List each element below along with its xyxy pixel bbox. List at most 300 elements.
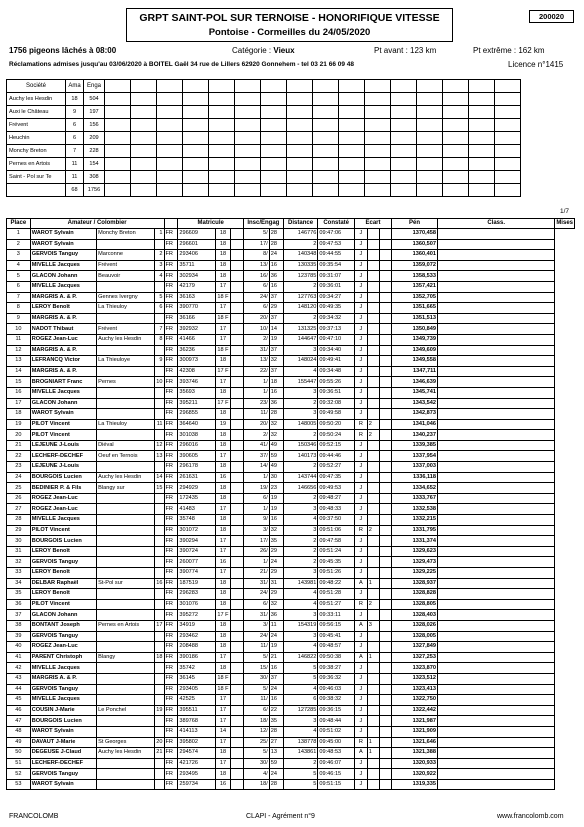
societies-empty-cell [209, 184, 235, 197]
result-cell: 2 [367, 419, 380, 430]
result-cell: LEROY Benoît [30, 303, 96, 314]
result-cell [97, 493, 154, 504]
result-cell: LEJEUNE J-Louis [30, 462, 96, 473]
result-cell: 293406 [178, 250, 215, 261]
result-cell: J [354, 239, 367, 250]
result-cell [438, 462, 555, 473]
societies-empty-cell [157, 132, 183, 145]
result-cell [367, 557, 380, 568]
result-row [7, 260, 575, 271]
result-cell: BROGNIART Franc [30, 377, 96, 388]
result-cell [231, 748, 244, 759]
result-cell: 47 [7, 716, 31, 727]
society-cell: Auchy les Hesdin [7, 93, 66, 106]
societies-empty-cell [391, 80, 417, 93]
result-cell: J [354, 546, 367, 557]
result-cell [380, 599, 392, 610]
result-cell: FR [164, 716, 178, 727]
societies-empty-cell [131, 80, 157, 93]
result-cell: 24 [269, 684, 283, 695]
result-cell: 18 [215, 271, 231, 282]
result-cell [367, 515, 380, 526]
result-cell: J [354, 673, 367, 684]
result-cell: 421726 [178, 758, 215, 769]
result-cell: 1329,225 [392, 568, 438, 579]
result-cell [380, 578, 392, 589]
societies-empty-cell [183, 119, 209, 132]
result-cell: 49 [269, 462, 283, 473]
societies-empty-cell [365, 158, 391, 171]
result-cell: 1337,954 [392, 451, 438, 462]
societies-empty-cell [105, 171, 131, 184]
result-cell: R [354, 737, 367, 748]
result-cell [154, 313, 164, 324]
result-cell: 293405 [178, 684, 215, 695]
result-cell: Frévent [97, 324, 154, 335]
result-cell [154, 536, 164, 547]
result-cell: 18 [215, 483, 231, 494]
result-cell: 2 [283, 239, 318, 250]
result-cell [438, 525, 555, 536]
result-cell: J [354, 409, 367, 420]
result-cell: 19 [269, 334, 283, 345]
footer-right: www.francolomb.com [497, 813, 564, 820]
result-cell: 3/ [243, 620, 269, 631]
result-cell [154, 430, 164, 441]
result-cell: J [354, 281, 367, 292]
result-row [7, 758, 575, 769]
result-cell [97, 642, 154, 653]
result-cell: 17 [215, 758, 231, 769]
result-cell [438, 684, 555, 695]
result-cell: 390186 [178, 652, 215, 663]
result-cell: 09:47:10 [318, 334, 355, 345]
result-cell: 29 [269, 546, 283, 557]
result-cell: 1349,739 [392, 334, 438, 345]
result-cell: 24 [7, 472, 31, 483]
result-cell: 31 [269, 578, 283, 589]
societies-empty-cell [495, 106, 521, 119]
result-cell [367, 673, 380, 684]
category-label: Catégorie : [232, 46, 272, 55]
society-row [7, 132, 521, 145]
result-cell: FR [164, 620, 178, 631]
society-cell: 11 [66, 171, 84, 184]
result-cell: 32 [269, 356, 283, 367]
result-cell [367, 493, 380, 504]
result-cell: 22/ [243, 366, 269, 377]
societies-empty-cell [235, 184, 261, 197]
result-cell: 42 [7, 663, 31, 674]
result-cell: 10/ [243, 324, 269, 335]
result-cell: 09:46:07 [318, 758, 355, 769]
result-cell: 09:45:41 [318, 631, 355, 642]
result-cell: 49 [7, 737, 31, 748]
society-cell: Heuchin [7, 132, 66, 145]
result-cell: 36166 [178, 313, 215, 324]
result-cell [367, 642, 380, 653]
societies-empty-cell [235, 171, 261, 184]
result-cell [367, 440, 380, 451]
result-cell [231, 451, 244, 462]
result-cell [367, 303, 380, 314]
societies-empty-cell [287, 145, 313, 158]
result-cell: 35 [269, 536, 283, 547]
result-cell [154, 589, 164, 600]
result-cell [380, 684, 392, 695]
societies-empty-cell [365, 184, 391, 197]
result-cell: LEFRANCQ Victor [30, 356, 96, 367]
result-cell [154, 239, 164, 250]
result-cell: 18 [215, 599, 231, 610]
societies-empty-cell [287, 132, 313, 145]
result-cell [438, 631, 555, 642]
result-cell [231, 557, 244, 568]
result-row [7, 599, 575, 610]
result-cell: FR [164, 663, 178, 674]
result-cell: 15 [7, 377, 31, 388]
result-cell: 09:47:35 [318, 472, 355, 483]
result-cell: 1360,507 [392, 239, 438, 250]
result-cell: 8 [7, 303, 31, 314]
result-cell: 35 [269, 716, 283, 727]
result-cell: 1 [7, 229, 31, 240]
societies-empty-cell [469, 106, 495, 119]
result-cell: MIVELLE Jacques [30, 387, 96, 398]
result-cell: 6/ [243, 493, 269, 504]
result-cell: FR [164, 430, 178, 441]
result-cell: 30/ [243, 673, 269, 684]
societies-empty-cell [443, 106, 469, 119]
result-cell [154, 462, 164, 473]
result-row [7, 419, 575, 430]
result-cell: FR [164, 695, 178, 706]
result-cell [367, 758, 380, 769]
result-cell: 395211 [178, 398, 215, 409]
licence: Licence n°1415 [508, 60, 564, 69]
result-cell: 14 [154, 472, 164, 483]
society-cell: 7 [66, 145, 84, 158]
result-cell: 17 [215, 695, 231, 706]
result-cell [380, 546, 392, 557]
result-cell: 1323,413 [392, 684, 438, 695]
societies-empty-cell [339, 171, 365, 184]
result-row [7, 229, 575, 240]
result-cell: 294574 [178, 748, 215, 759]
result-cell: 4 [283, 366, 318, 377]
result-cell: 390770 [178, 303, 215, 314]
result-cell [231, 758, 244, 769]
result-cell: 13 [269, 748, 283, 759]
result-cell: PARENT Christoph [30, 652, 96, 663]
result-cell: LECHERF-DECHEF [30, 451, 96, 462]
result-cell: 6/ [243, 281, 269, 292]
result-row [7, 271, 575, 282]
result-cell: 34919 [178, 620, 215, 631]
result-cell: 09:36:15 [318, 705, 355, 716]
result-cell: 09:36:51 [318, 387, 355, 398]
result-cell: 3 [283, 525, 318, 536]
result-cell: 25 [7, 483, 31, 494]
result-cell: 3 [283, 345, 318, 356]
result-cell: 30 [7, 536, 31, 547]
results-header-cell: Place [7, 219, 31, 229]
result-cell: FR [164, 568, 178, 579]
societies-empty-cell [365, 171, 391, 184]
societies-empty-cell [209, 171, 235, 184]
result-cell: 10 [154, 377, 164, 388]
result-cell: FR [164, 673, 178, 684]
societies-empty-cell [365, 93, 391, 106]
societies-empty-cell [443, 184, 469, 197]
result-cell [438, 313, 555, 324]
result-cell: 1 [367, 748, 380, 759]
result-cell: FR [164, 705, 178, 716]
result-cell: 19 [154, 705, 164, 716]
result-cell: 9/ [243, 515, 269, 526]
result-cell: La Thieuloy [97, 303, 154, 314]
result-row [7, 663, 575, 674]
result-row [7, 716, 575, 727]
result-cell: 13 [7, 356, 31, 367]
result-cell: FR [164, 642, 178, 653]
result-cell [97, 673, 154, 684]
result-cell: 22 [269, 705, 283, 716]
societies-empty-cell [365, 106, 391, 119]
result-cell: 36 [269, 610, 283, 621]
result-cell: 24 [269, 769, 283, 780]
result-cell [380, 779, 392, 790]
result-cell [367, 409, 380, 420]
result-cell [97, 366, 154, 377]
result-cell: 9 [7, 313, 31, 324]
result-cell: 1331,795 [392, 525, 438, 536]
result-cell: 29 [7, 525, 31, 536]
result-cell [380, 620, 392, 631]
result-cell: FR [164, 324, 178, 335]
result-cell: 36236 [178, 345, 215, 356]
result-cell: 35693 [178, 387, 215, 398]
result-cell: 4 [283, 599, 318, 610]
result-cell: 131325 [283, 324, 318, 335]
result-cell: 35748 [178, 515, 215, 526]
result-cell: 296178 [178, 462, 215, 473]
result-cell: 294929 [178, 483, 215, 494]
result-cell: Oeuf en Ternois [97, 451, 154, 462]
results-header-cell [164, 219, 178, 229]
result-cell [231, 769, 244, 780]
societies-header-cell: Société [7, 80, 66, 93]
society-cell: 156 [84, 119, 105, 132]
result-cell: 2 [283, 430, 318, 441]
result-cell [231, 292, 244, 303]
result-cell: 17 [215, 652, 231, 663]
results-header-cell: Pén [392, 219, 438, 229]
result-cell: 18 [215, 631, 231, 642]
result-cell [380, 483, 392, 494]
result-cell: 17/ [243, 239, 269, 250]
result-cell [380, 589, 392, 600]
result-cell: 36 [269, 398, 283, 409]
result-cell: 18 [215, 356, 231, 367]
result-cell: 293462 [178, 631, 215, 642]
result-cell [380, 250, 392, 261]
result-cell [380, 387, 392, 398]
result-cell [231, 578, 244, 589]
result-cell: 1349,609 [392, 345, 438, 356]
result-cell: 34 [7, 578, 31, 589]
result-cell: GERVOIS Tanguy [30, 557, 96, 568]
result-cell: 3 [283, 504, 318, 515]
result-cell: MARGRIS A. & P. [30, 673, 96, 684]
result-cell: 393746 [178, 377, 215, 388]
result-cell: 414113 [178, 726, 215, 737]
result-cell [154, 546, 164, 557]
result-cell: A [354, 620, 367, 631]
result-row [7, 409, 575, 420]
result-cell: PILOT Vincent [30, 430, 96, 441]
result-cell [438, 292, 555, 303]
society-cell: 6 [66, 119, 84, 132]
result-cell [380, 303, 392, 314]
result-cell: 17 [215, 324, 231, 335]
result-cell: 6/ [243, 705, 269, 716]
result-cell [97, 779, 154, 790]
result-cell: FR [164, 387, 178, 398]
result-cell [380, 281, 392, 292]
result-cell: 2/ [243, 334, 269, 345]
result-cell [438, 493, 555, 504]
result-cell: 1328,403 [392, 610, 438, 621]
result-cell: 18 [215, 748, 231, 759]
result-cell [438, 260, 555, 271]
result-cell: 09:32:08 [318, 398, 355, 409]
societies-empty-cell [469, 93, 495, 106]
result-cell: J [354, 642, 367, 653]
result-cell: MIVELLE Jacques [30, 281, 96, 292]
result-cell [231, 652, 244, 663]
result-cell: 35 [7, 589, 31, 600]
result-cell: 3 [283, 610, 318, 621]
result-cell: 1351,665 [392, 303, 438, 314]
result-cell: FR [164, 281, 178, 292]
societies-empty-cell [261, 93, 287, 106]
society-cell: Frévent [7, 119, 66, 132]
result-cell [380, 345, 392, 356]
result-cell: J [354, 303, 367, 314]
societies-empty-cell [131, 106, 157, 119]
result-cell: J [354, 462, 367, 473]
result-cell: 395511 [178, 705, 215, 716]
result-cell: 1334,652 [392, 483, 438, 494]
result-cell [367, 292, 380, 303]
societies-empty-cell [469, 80, 495, 93]
result-cell: FR [164, 440, 178, 451]
societies-table [6, 79, 521, 197]
societies-empty-cell [287, 158, 313, 171]
societies-empty-cell [105, 132, 131, 145]
result-cell [154, 557, 164, 568]
result-row [7, 684, 575, 695]
result-cell [231, 663, 244, 674]
societies-empty-cell [339, 106, 365, 119]
result-cell: 389768 [178, 716, 215, 727]
result-cell: 29 [269, 303, 283, 314]
societies-empty-cell [131, 132, 157, 145]
result-cell [97, 589, 154, 600]
result-cell [154, 673, 164, 684]
result-cell: 37 [269, 366, 283, 377]
societies-empty-cell [183, 132, 209, 145]
result-cell [231, 239, 244, 250]
result-cell: J [354, 695, 367, 706]
result-cell [367, 398, 380, 409]
result-row [7, 451, 575, 462]
result-cell: 36163 [178, 292, 215, 303]
result-cell: FR [164, 769, 178, 780]
result-cell: J [354, 493, 367, 504]
societies-empty-cell [469, 132, 495, 145]
result-cell: 1336,118 [392, 472, 438, 483]
result-cell: MARGRIS A. & P. [30, 345, 96, 356]
result-cell: FR [164, 504, 178, 515]
result-cell [438, 239, 555, 250]
result-cell: 14 [7, 366, 31, 377]
result-cell: 16 [269, 515, 283, 526]
result-cell [231, 334, 244, 345]
result-cell: 1/ [243, 557, 269, 568]
result-cell: 18 [215, 239, 231, 250]
result-cell: 18 F [215, 313, 231, 324]
result-cell: 17 [215, 536, 231, 547]
result-cell: 41483 [178, 504, 215, 515]
result-cell: 46 [7, 705, 31, 716]
result-cell: 12 [7, 345, 31, 356]
result-cell: FR [164, 631, 178, 642]
result-cell [231, 229, 244, 240]
result-cell: 187519 [178, 578, 215, 589]
result-cell: 1321,987 [392, 716, 438, 727]
societies-empty-cell [391, 171, 417, 184]
society-row [7, 145, 521, 158]
result-cell: 5 [283, 673, 318, 684]
result-cell [380, 430, 392, 441]
result-cell: 19 [269, 493, 283, 504]
result-cell: 1352,705 [392, 292, 438, 303]
result-cell [231, 260, 244, 271]
result-cell [231, 250, 244, 261]
result-cell: 148120 [283, 303, 318, 314]
result-cell [154, 525, 164, 536]
result-cell: J [354, 779, 367, 790]
result-row [7, 366, 575, 377]
result-cell: 21 [154, 748, 164, 759]
societies-empty-cell [105, 119, 131, 132]
society-cell: 209 [84, 132, 105, 145]
result-cell: J [354, 610, 367, 621]
result-cell [97, 546, 154, 557]
result-cell [231, 620, 244, 631]
society-row [7, 171, 521, 184]
result-cell [380, 610, 392, 621]
result-row [7, 313, 575, 324]
result-cell: 42308 [178, 366, 215, 377]
result-cell: 1328,937 [392, 578, 438, 589]
result-cell: 5/ [243, 652, 269, 663]
result-cell: 17 [215, 716, 231, 727]
result-cell: J [354, 769, 367, 780]
result-cell: FR [164, 462, 178, 473]
